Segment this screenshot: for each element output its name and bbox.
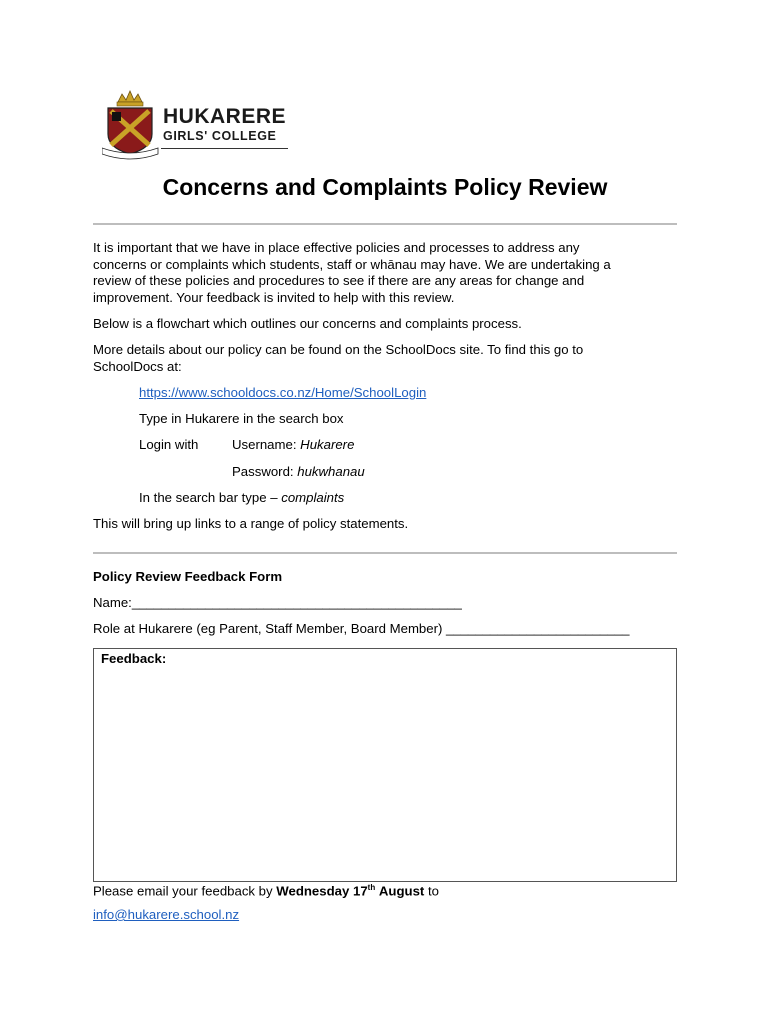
links-text: This will bring up links to a range of policy statements. (93, 516, 409, 531)
feedback-label: Feedback: (101, 651, 167, 666)
intro-paragraph (93, 240, 673, 306)
intro-line: improvement. Your feedback is invited to help with this review. (93, 289, 455, 305)
search-instruction: Type in Hukarere in the search box (139, 411, 344, 426)
login-label: Login with (139, 437, 199, 452)
searchbar-prefix: In the search bar type – (139, 490, 278, 505)
school-subtitle: GIRLS' COLLEGE (163, 129, 277, 143)
role-field[interactable]: Role at Hukarere (eg Parent, Staff Member, Board Member) _________________________ (93, 621, 630, 636)
form-heading: Policy Review Feedback Form (93, 569, 283, 584)
details-line: SchoolDocs at: (93, 358, 182, 374)
password-row (232, 464, 365, 481)
username-label: Username: (232, 437, 297, 452)
page-title: Concerns and Complaints Policy Review (162, 174, 608, 200)
searchbar-instruction (139, 490, 344, 507)
email-suffix: to (428, 883, 439, 899)
searchbar-term: complaints (281, 490, 345, 505)
username-value: Hukarere (300, 437, 355, 452)
flowchart-text: Below is a flowchart which outlines our concerns and complaints process. (93, 316, 522, 331)
intro-line: review of these policies and procedures to see if there are any areas for change and (93, 273, 585, 289)
details-line: More details about our policy can be found on the SchoolDocs site. To find this go to (93, 342, 584, 357)
deadline-month: August (378, 883, 425, 899)
title-divider (93, 223, 677, 225)
username-row (232, 437, 354, 454)
schooldocs-link[interactable]: https://www.schooldocs.co.nz/Home/SchoolLogin (139, 385, 427, 400)
logo-divider (161, 148, 288, 149)
details-paragraph (93, 342, 673, 375)
intro-line: concerns or complaints which students, staff or whānau may have. We are undertaking a (93, 256, 611, 272)
intro-line: It is important that we have in place effective policies and processes to address any (93, 240, 580, 255)
feedback-box[interactable] (93, 648, 677, 882)
password-value: hukwhanau (297, 464, 365, 479)
deadline-suffix: th (367, 883, 376, 892)
section-divider (93, 552, 677, 554)
name-field[interactable]: Name:_____________________________________________ (93, 595, 462, 610)
school-name: HUKARERE (163, 105, 287, 128)
email-prefix: Please email your feedback by (93, 883, 273, 899)
deadline-day: Wednesday 17 (276, 883, 368, 899)
password-label: Password: (232, 464, 294, 479)
email-instruction (93, 880, 439, 900)
email-link[interactable]: info@hukarere.school.nz (93, 907, 240, 922)
